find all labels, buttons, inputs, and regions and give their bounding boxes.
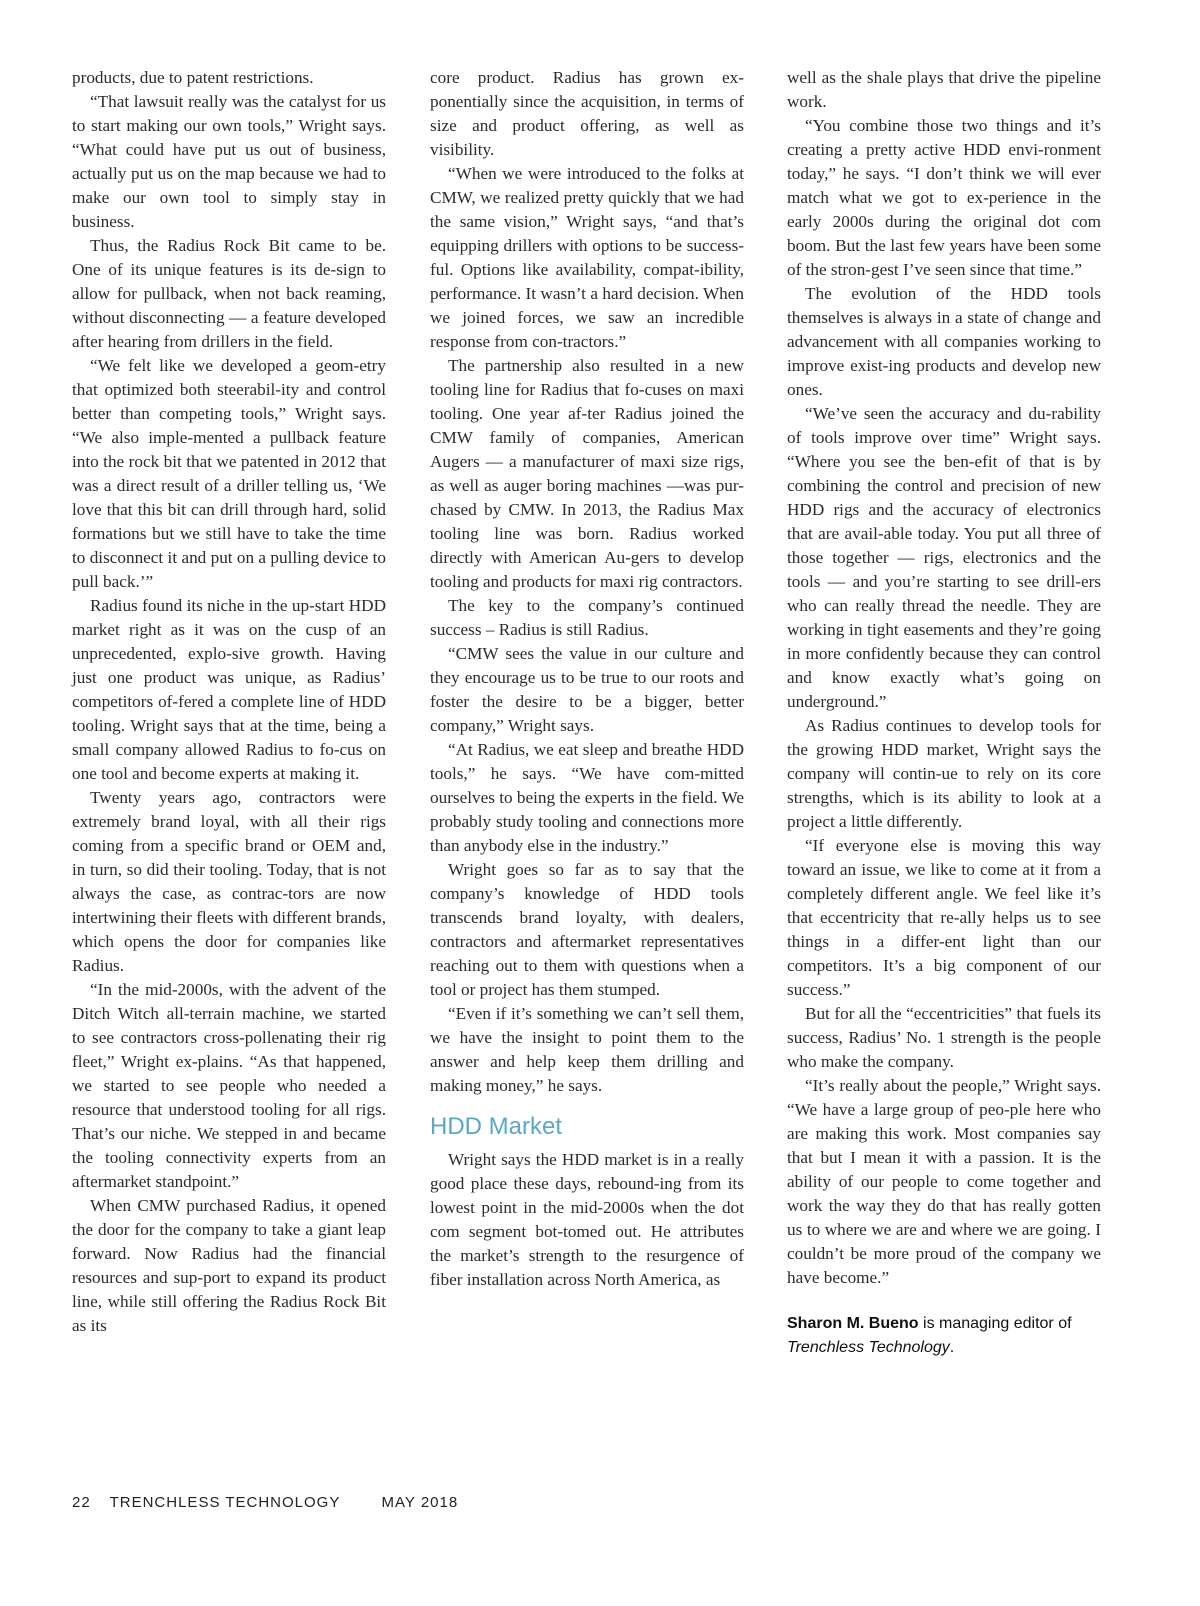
paragraph: “It’s really about the people,” Wright says. “We have a large group of peo-ple here who are making this work. Most companies say that but I mean it with a passion. It is the ability of our people to come together and work the way they do that has really gotten us to where we are and where we are going. I couldn’t be more proud of the company we have become.” [787,1076,1101,1287]
author-bio-end: . [949,1339,955,1356]
paragraph: The key to the company’s continued success – Radius is still Radius. [430,596,744,639]
page-footer [72,1494,472,1511]
paragraph: “At Radius, we eat sleep and breathe HDD tools,” he says. “We have com-mitted ourselves to being the experts in the field. We probably study tooling and connections more than anybody else in the industry.” [430,740,744,855]
paragraph: Wright goes so far as to say that the company’s knowledge of HDD tools transcends brand loyalty, with dealers, contractors and aftermarket representatives reaching out to them with questions when a tool or project has them stumped. [430,860,744,999]
paragraph: well as the shale plays that drive the pipeline work. [787,68,1101,111]
paragraph: “CMW sees the value in our culture and they encourage us to be true to our roots and foster the desire to be a bigger, better company,” Wright says. [430,644,744,735]
paragraph: “Even if it’s something we can’t sell them, we have the insight to point them to the answer and help keep them drilling and making money,” he says. [430,1004,744,1095]
paragraph: “In the mid-2000s, with the advent of the Ditch Witch all-terrain machine, we started to see contractors cross-pollenating their rig fleet,” Wright ex-plains. “As that happened, we started to see people who needed a resource that understood tooling for all rigs. That’s our niche. We stepped in and became the tooling connectivity experts from an aftermarket standpoint.” [72,980,386,1191]
paragraph: “If everyone else is moving this way toward an issue, we like to come at it from a completely different angle. We feel like it’s that eccentricity that re-ally helps us to see things in a differ-ent light than our competitors. It’s a big component of our success.” [787,836,1101,999]
page-number: 22 [72,1494,91,1511]
author-bio [787,1312,1101,1360]
paragraph: “You combine those two things and it’s creating a pretty active HDD envi-ronment today,” he says. “I don’t think we will ever match what we got to ex-perience in the early 2000s during the original dot com boom. But the last few years have been some of the stron-gest I’ve seen since that time.” [787,116,1101,279]
paragraph: Thus, the Radius Rock Bit came to be. One of its unique features is its de-sign to allow for pullback, when not back reaming, without disconnecting — a feature developed after hearing from drillers in the field. [72,236,386,351]
paragraph: Wright says the HDD market is in a really good place these days, rebound-ing from its lowest point in the mid-2000s when the dot com segment bot-tomed out. He attributes the market’s strength to the resurgence of fiber installation across North America, as [430,1150,744,1289]
article-column-3 [787,66,1101,1360]
author-name: Sharon M. Bueno [787,1315,919,1332]
article-column-1 [72,66,386,1338]
paragraph: products, due to patent restrictions. [72,68,314,87]
paragraph: “That lawsuit really was the catalyst for us to start making our own tools,” Wright says. “What could have put us out of business, actually put us on the map because we had to make our own tool to simply stay in business. [72,92,386,231]
paragraph: The evolution of the HDD tools themselves is always in a state of change and advancement with all companies working to improve exist-ing products and develop new ones. [787,284,1101,399]
paragraph: “We felt like we developed a geom-etry that optimized both steerabil-ity and control better than competing tools,” Wright says. “We also imple-mented a pullback feature into the rock bit that we patented in 2012 that was a direct result of a driller telling us, ‘We love that this bit can drill through hard, solid formations but we still have to take the time to disconnect it and put on a pulling device to pull back.’” [72,356,386,591]
author-publication: Trenchless Technology [787,1339,950,1356]
paragraph: When CMW purchased Radius, it opened the door for the company to take a giant leap forward. Now Radius had the financial resources and sup-port to expand its product line, while still offering the Radius Rock Bit as its [72,1196,386,1335]
paragraph: But for all the “eccentricities” that fuels its success, Radius’ No. 1 strength is the people who make the company. [787,1004,1101,1071]
paragraph: “We’ve seen the accuracy and du-rability of tools improve over time” Wright says. “Where you see the ben-efit of that is by combining the control and precision of new HDD rigs and the accuracy of electronics that are avail-able today. You put all three of those together — rigs, electronics and the tools — and you’re starting to see drill-ers who can really thread the needle. They are working in tight easements and they’re going in more confidently because they can control and know exactly what’s going on underground.” [787,404,1101,711]
section-subhead: HDD Market [430,1113,563,1140]
footer-issue-date: MAY 2018 [381,1494,459,1511]
paragraph: As Radius continues to develop tools for the growing HDD market, Wright says the company will contin-ue to rely on its core strengths, which is its ability to look at a project a little differently. [787,716,1101,831]
paragraph: “When we were introduced to the folks at CMW, we realized pretty quickly that we had the same vision,” Wright says, “and that’s equipping drillers with options to be success-ful. Options like availability, compat-ibility, performance. It wasn’t a hard decision. When we joined forces, we saw an incredible response from con-tractors.” [430,164,744,351]
paragraph: Twenty years ago, contractors were extremely brand loyal, with all their rigs coming from a specific brand or OEM and, in turn, so did their tooling. Today, that is not always the case, as contrac-tors are now intertwining their fleets with different brands, which opens the door for companies like Radius. [72,788,386,975]
paragraph: core product. Radius has grown ex-ponentially since the acquisition, in terms of size and product offering, as well as visibility. [430,68,744,159]
paragraph: Radius found its niche in the up-start HDD market right as it was on the cusp of an unprecedented, explo-sive growth. Having just one product was unique, as Radius’ competitors of-fered a complete line of HDD tooling. Wright says that at the time, being a small company allowed Radius to fo-cus on one tool and become experts at making it. [72,596,386,783]
article-column-2 [430,66,744,1292]
footer-publication: TRENCHLESS TECHNOLOGY [109,1494,341,1511]
author-bio-text: is managing editor of [918,1315,1072,1332]
paragraph: The partnership also resulted in a new tooling line for Radius that fo-cuses on maxi tooling. One year af-ter Radius joined the CMW family of companies, American Augers — a manufacturer of maxi size rigs, as well as auger boring machines —was pur-chased by CMW. In 2013, the Radius Max tooling line was born. Radius worked directly with American Au-gers to develop tooling and products for maxi rig contractors. [430,356,744,591]
